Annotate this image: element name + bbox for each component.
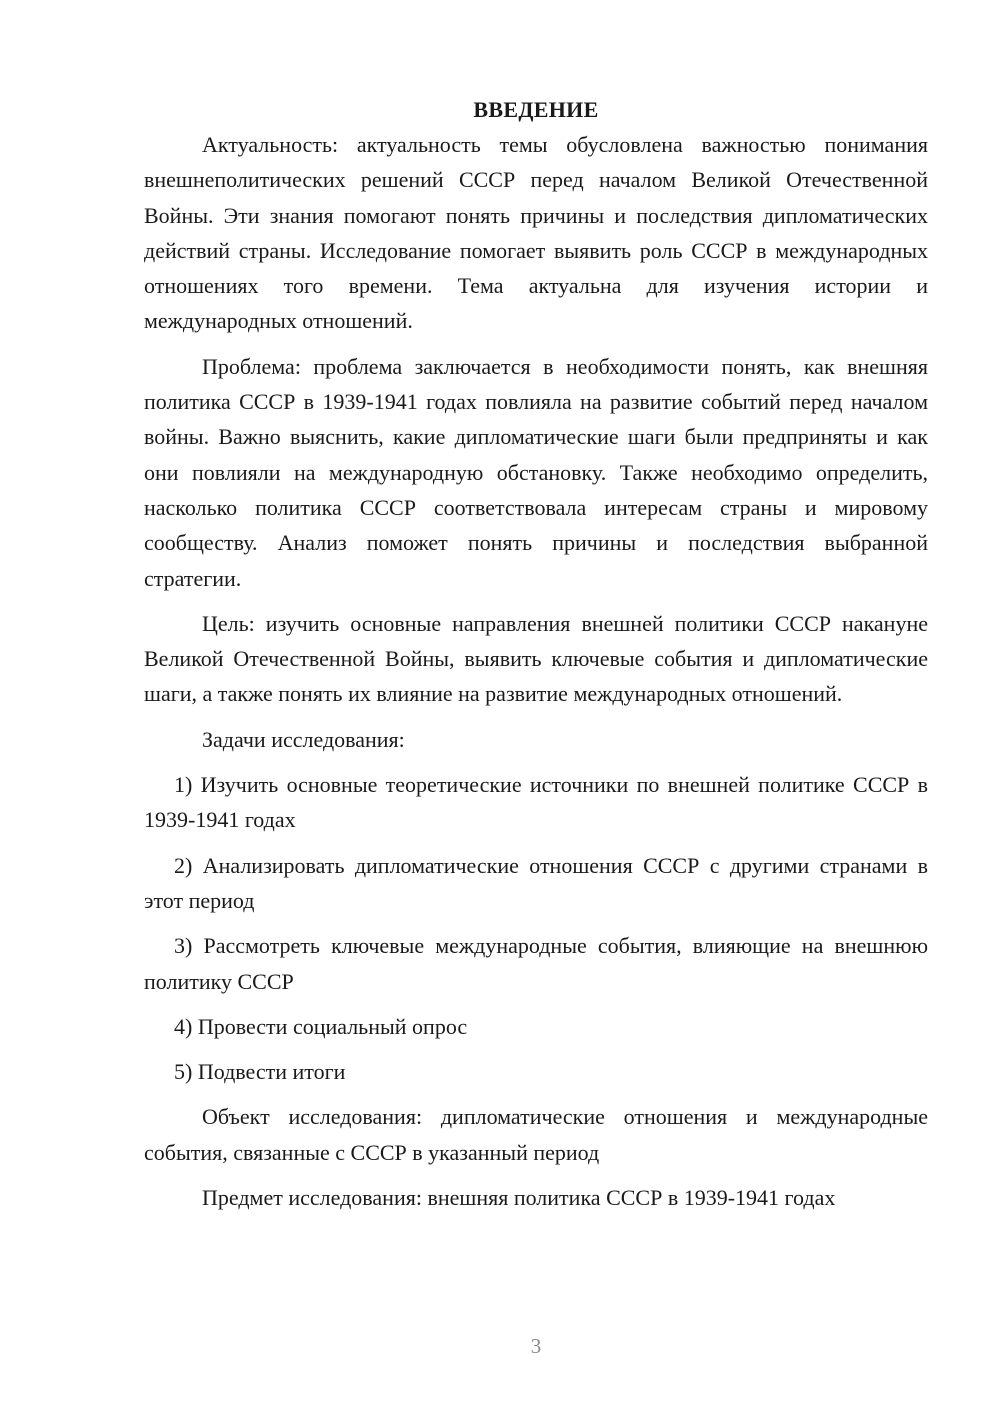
task-item-4: 4) Провести социальный опрос (174, 1013, 468, 1039)
paragraph-relevance: Актуальность: актуальность темы обусловлена важностью понимания внешнеполитических решений СССР перед началом Великой Отечественной Войны. Эти знания помогают понять причины и последствия дипломатических действий страны. Исследование помогает выявить роль СССР в международных отношениях того времени. Тема актуальна для изучения истории и международных отношений. (144, 132, 928, 334)
task-item-5: 5) Подвести итоги (174, 1059, 346, 1085)
section-heading: ВВЕДЕНИЕ (473, 97, 599, 122)
page-number: 3 (530, 1334, 542, 1358)
task-item-1: 1) Изучить основные теоретические источники по внешней политике СССР в 1939-1941 годах (144, 772, 928, 833)
paragraph-problem: Проблема: проблема заключается в необходимости понять, как внешняя политика СССР в 1939-1941 годах повлияла на развитие событий перед началом войны. Важно выяснить, какие дипломатические шаги были предприняты и как они повлияли на международную обстановку. Также необходимо определить, насколько политика СССР соответствовала интересам страны и мировому сообществу. Анализ поможет понять причины и последствия выбранной стратегии. (144, 353, 928, 591)
paragraph-object: Объект исследования: дипломатические отношения и международные события, связанные с СССР в указанный период (144, 1104, 928, 1165)
task-item-3: 3) Рассмотреть ключевые международные события, влияющие на внешнюю политику СССР (144, 933, 928, 994)
task-item-2: 2) Анализировать дипломатические отношения СССР с другими странами в этот период (144, 852, 928, 913)
paragraph-subject: Предмет исследования: внешняя политика СССР в 1939-1941 годах (202, 1185, 836, 1211)
tasks-title: Задачи исследования: (202, 726, 405, 752)
paragraph-goal: Цель: изучить основные направления внешней политики СССР накануне Великой Отечественной Войны, выявить ключевые события и дипломатические шаги, а также понять их влияние на развитие международных отношений. (144, 610, 928, 707)
document-body (144, 92, 928, 1225)
